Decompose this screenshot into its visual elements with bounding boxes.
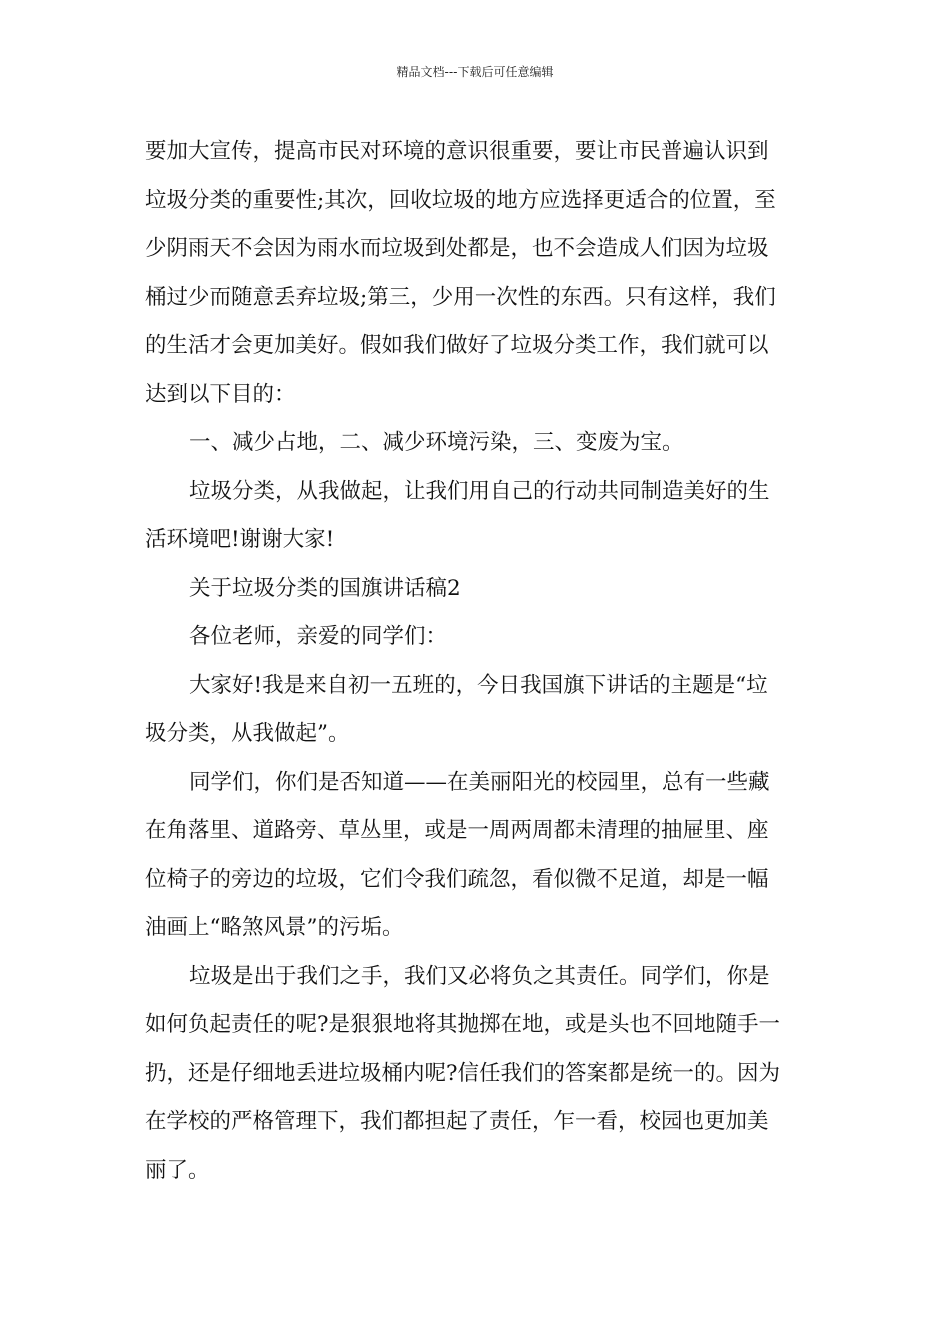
text-line: 一、减少占地，二、减少环境污染，三、变废为宝。 — [189, 430, 684, 455]
text-line: 圾分类，从我做起”。 — [145, 721, 350, 746]
paragraph — [145, 759, 810, 953]
text-line: 达到以下目的： — [145, 381, 296, 407]
text-line: 油画上“略煞风景”的污垢。 — [145, 915, 404, 940]
text-line: 各位老师，亲爱的同学们： — [189, 624, 448, 649]
text-line: 垃圾是出于我们之手，我们又必将负之其责任。同学们，你是 — [189, 963, 770, 989]
text-line: 丽了。 — [145, 1157, 210, 1183]
paragraph — [145, 662, 810, 759]
text-line: 要加大宣传，提高市民对环境的意识很重要，要让市民普遍认识到 — [145, 139, 769, 164]
text-line: 同学们，你们是否知道——在美丽阳光的校园里，总有一些藏 — [189, 769, 770, 795]
text-line: 活环境吧!谢谢大家! — [145, 527, 335, 552]
section-title — [145, 565, 810, 614]
text-line: 位椅子的旁边的垃圾，它们令我们疏忽，看似微不足道，却是一幅 — [145, 866, 769, 892]
page-header: 精品文档---下载后可任意编辑 — [396, 65, 554, 79]
text-line: 少阴雨天不会因为雨水而垃圾到处都是，也不会造成人们因为垃圾 — [145, 236, 769, 261]
text-line: 扔，还是仔细地丢进垃圾桶内呢?信任我们的答案都是统一的。因为 — [145, 1060, 781, 1086]
text-line: 垃圾分类，从我做起，让我们用自己的行动共同制造美好的生 — [189, 478, 770, 504]
greeting — [145, 613, 810, 662]
paragraph — [145, 468, 810, 565]
text-line: 关于垃圾分类的国旗讲话稿2 — [189, 575, 461, 601]
paragraph — [145, 953, 810, 1196]
text-line: 在学校的严格管理下，我们都担起了责任，乍一看，校园也更加美 — [145, 1109, 769, 1134]
text-line: 在角落里、道路旁、草丛里，或是一周两周都未清理的抽屉里、座 — [145, 818, 769, 843]
text-line: 大家好!我是来自初一五班的，今日我国旗下讲话的主题是“垃 — [189, 672, 768, 698]
paragraph — [145, 419, 810, 468]
paragraph — [145, 128, 810, 419]
text-line: 桶过少而随意丢弃垃圾;第三，少用一次性的东西。只有这样，我们 — [145, 284, 776, 310]
text-line: 如何负起责任的呢?是狠狠地将其抛掷在地，或是头也不回地随手一 — [145, 1012, 781, 1037]
text-line: 垃圾分类的重要性;其次，回收垃圾的地方应选择更适合的位置，至 — [145, 187, 776, 213]
document-body — [145, 128, 810, 1195]
text-line: 的生活才会更加美好。假如我们做好了垃圾分类工作，我们就可以 — [145, 333, 769, 358]
